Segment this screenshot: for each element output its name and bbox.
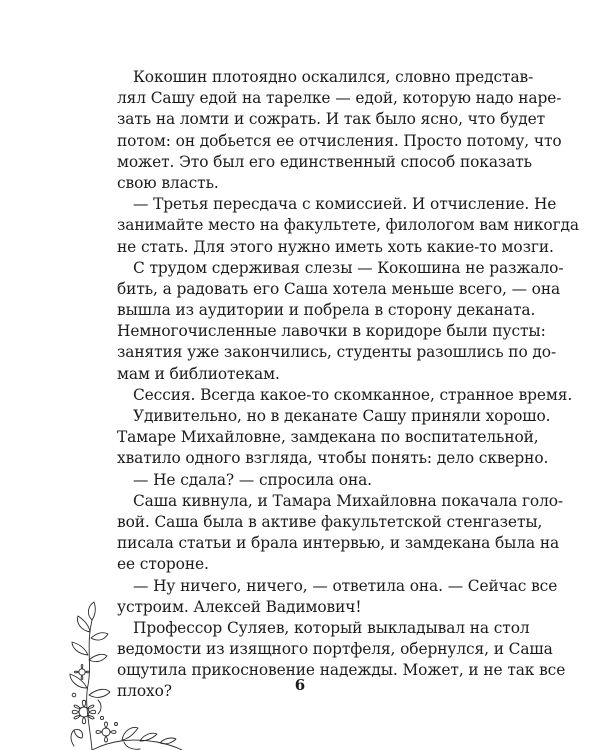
text-line: Удивительно, но в деканате Сашу приняли хорошо. (133, 407, 551, 425)
text-line: может. Это был его единственный способ показать (117, 152, 532, 171)
text-line: хватило одного взгляда, чтобы понять: дело скверно. (117, 449, 549, 468)
text-line: С трудом сдерживая слезы — Кокошина не разжало- (133, 258, 564, 277)
text-line: — Не сдала? — спросила она. (133, 470, 372, 489)
text-line: ощутила прикосновение надежды. Может, и не так все (117, 661, 566, 680)
text-line: ее стороне. (117, 555, 209, 574)
text-line: — Третья пересдача с комиссией. И отчисление. Не (133, 195, 557, 214)
text-line: Немногочисленные лавочки в коридоре были пусты: (117, 322, 546, 341)
text-line: Профессор Суляев, который выкладывал на стол (133, 618, 530, 637)
text-line: бить, а радовать его Саша хотела меньше всего, — она (117, 279, 561, 298)
text-line: зать на ломти и сожрать. И так было ясно, что будет (117, 110, 546, 129)
text-line: ведомости из изящного портфеля, обернулся, и Саша (117, 640, 553, 659)
text-line: вышла из аудитории и побрела в сторону деканата. (117, 301, 536, 320)
text-line: лял Сашу едой на тарелке — едой, которую надо наре- (117, 89, 562, 108)
floral-ornament-icon (62, 600, 182, 750)
text-line: плохо? (117, 682, 172, 701)
text-line: писала статьи и брала интервью, и замдекана была на (117, 534, 560, 553)
text-line: занимайте место на факультете, филологом вам никогда (117, 216, 579, 235)
text-line: свою власть. (117, 173, 219, 192)
text-line: потом: он добьется ее отчисления. Просто потому, что (117, 131, 562, 150)
text-line: — Ну ничего, ничего, — ответила она. — Сейчас все (133, 576, 558, 595)
text-line: занятия уже закончились, студенты разошлись по до- (117, 343, 557, 362)
text-line: Саша кивнула, и Тамара Михайловна покачала голо- (133, 491, 564, 510)
text-line: вой. Саша была в активе факультетской стенгазеты, (117, 512, 543, 531)
text-line: устроим. Алексей Вадимович! (117, 597, 362, 616)
text-line: мам и библиотекам. (117, 364, 280, 383)
text-line: Тамаре Михайловне, замдекана по воспитательной, (117, 428, 539, 447)
page-number: 6 (294, 676, 306, 694)
text-line: Кокошин плотоядно оскалился, словно представ- (133, 68, 534, 86)
text-line: не стать. Для этого нужно иметь хоть какие-то мозги. (117, 237, 554, 256)
text-line: Сессия. Всегда какое-то скомканное, странное время. (133, 385, 573, 404)
